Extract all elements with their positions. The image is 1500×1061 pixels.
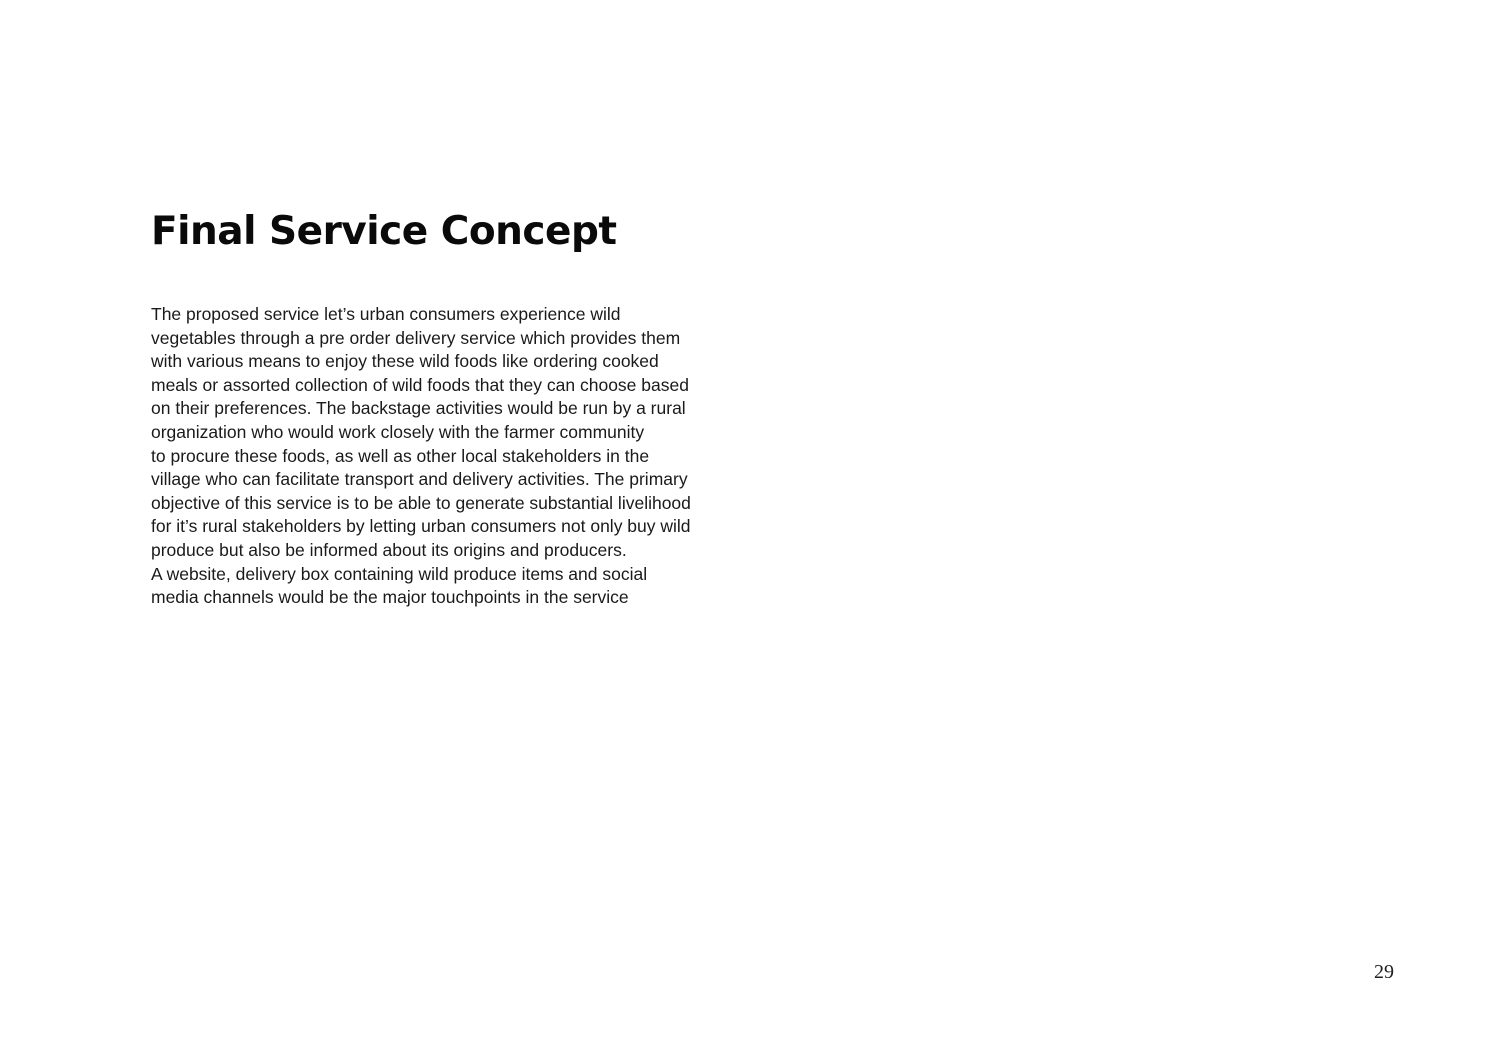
body-line: The proposed service let’s urban consumers experience wild (151, 304, 621, 324)
body-line: A website, delivery box containing wild produce items and social (151, 563, 648, 584)
body-paragraph (151, 303, 771, 610)
body-line: for it’s rural stakeholders by letting urban consumers not only buy wild (151, 516, 691, 537)
body-line: media channels would be the major touchpoints in the service (151, 587, 629, 608)
body-line: to procure these foods, as well as other local stakeholders in the (151, 445, 650, 466)
body-line: meals or assorted collection of wild foods that they can choose based (151, 374, 689, 395)
page-title: Final Service Concept (151, 209, 617, 254)
body-line: with various means to enjoy these wild foods like ordering cooked (151, 351, 659, 372)
body-line: organization who would work closely with the farmer community (151, 421, 645, 442)
body-line: objective of this service is to be able to generate substantial livelihood (151, 492, 691, 513)
page-number: 29 (1374, 961, 1394, 983)
body-line: on their preferences. The backstage activities would be run by a rural (151, 398, 686, 419)
body-line: village who can facilitate transport and delivery activities. The primary (151, 469, 688, 490)
body-line: vegetables through a pre order delivery service which provides them (151, 327, 681, 348)
body-line: produce but also be informed about its origins and producers. (151, 539, 627, 560)
